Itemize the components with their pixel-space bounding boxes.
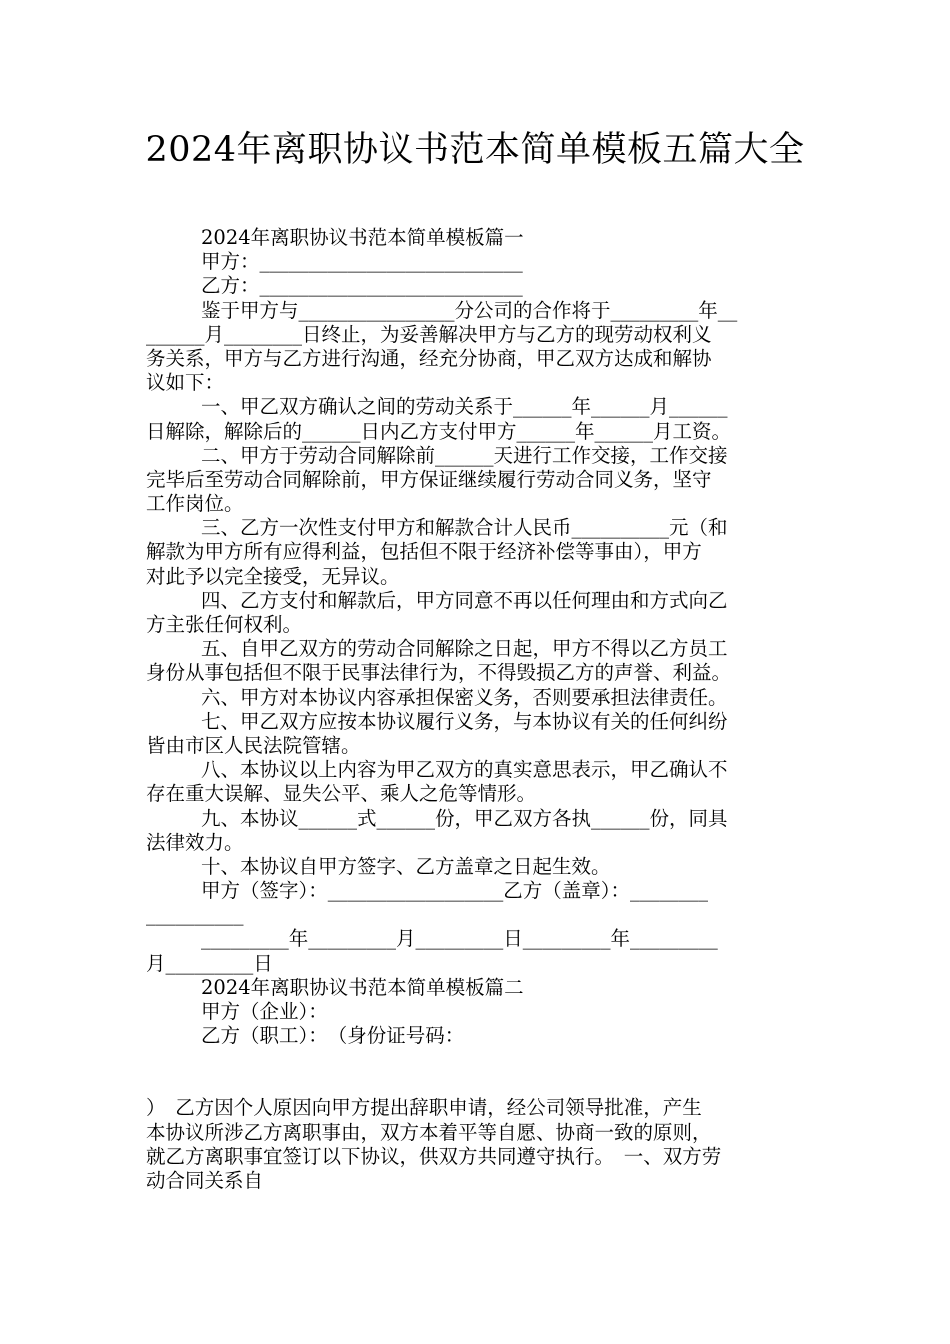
document-line: ） 乙方因个人原因向甲方提出辞职申请，经公司领导批准，产生 — [146, 1096, 702, 1120]
document-line: _________年_________月_________日_________年_________ — [201, 927, 718, 951]
document-line: 鉴于甲方与________________分公司的合作将于_________年__ — [201, 298, 738, 322]
document-line: 身份从事包括但不限于民事法律行为，不得毁损乙方的声誉、利益。 — [146, 661, 732, 685]
document-line: 2024年离职协议书范本简单模板篇一 — [201, 226, 524, 249]
document-line: 工作岗位。 — [146, 492, 244, 516]
document-line: 一、甲乙双方确认之间的劳动关系于______年______月______ — [201, 395, 728, 419]
document-line: 本协议所涉乙方离职事由，双方本着平等自愿、协商一致的原则， — [146, 1120, 712, 1144]
document-line: 完毕后至劳动合同解除前，甲方保证继续履行劳动合同义务，坚守 — [146, 467, 712, 491]
document-line: 七、甲乙双方应按本协议履行义务，与本协议有关的任何纠纷 — [201, 709, 728, 733]
document-line: 乙方：___________________________ — [201, 274, 523, 298]
document-line: 解款为甲方所有应得利益，包括但不限于经济补偿等事由），甲方 — [146, 540, 702, 564]
document-line: ______月________日终止，为妥善解决甲方与乙方的现劳动权利义 — [146, 322, 712, 346]
document-line: 法律效力。 — [146, 830, 244, 854]
document-line: __________ — [146, 903, 244, 927]
document-line: 甲方（企业）： — [201, 1000, 328, 1023]
document-line: 三、乙方一次性支付甲方和解款合计人民币__________元（和 — [201, 516, 728, 540]
document-line: 动合同关系自 — [146, 1168, 264, 1192]
document-line: 五、自甲乙双方的劳动合同解除之日起，甲方不得以乙方员工 — [201, 637, 728, 661]
document-line: 就乙方离职事宜签订以下协议，供双方共同遵守执行。 一、双方劳 — [146, 1144, 722, 1168]
document-line: 八、本协议以上内容为甲乙双方的真实意思表示，甲乙确认不 — [201, 758, 728, 782]
blank-gap — [146, 1048, 808, 1096]
document-line: 务关系，甲方与乙方进行沟通，经充分协商，甲乙双方达成和解协 — [146, 346, 712, 370]
document-line: 六、甲方对本协议内容承担保密义务，否则要承担法律责任。 — [201, 685, 728, 709]
document-line: 二、甲方于劳动合同解除前______天进行工作交接，工作交接 — [201, 443, 728, 467]
document-line: 对此予以完全接受，无异议。 — [146, 564, 400, 588]
document-line: 甲方：___________________________ — [201, 250, 523, 274]
document-line: 乙方（职工）： （身份证号码： — [201, 1024, 465, 1048]
document-line: 甲方（签字）：__________________乙方（盖章）：________ — [201, 879, 709, 903]
document-line: 2024年离职协议书范本简单模板篇二 — [201, 975, 524, 999]
document-line: 方主张任何权利。 — [146, 613, 303, 636]
document-line: 九、本协议______式______份，甲乙双方各执______份，同具 — [201, 806, 728, 830]
document-line: 皆由市区人民法院管辖。 — [146, 733, 361, 757]
document-line: 月_________日 — [146, 951, 273, 975]
document-line: 议如下： — [146, 371, 225, 395]
document-line: 日解除，解除后的______日内乙方支付甲方______年______月工资。 — [146, 419, 732, 443]
document-line: 四、乙方支付和解款后，甲方同意不再以任何理由和方式向乙 — [201, 588, 728, 612]
document-body — [146, 226, 808, 1193]
document-line: 存在重大误解、显失公平、乘人之危等情形。 — [146, 782, 537, 806]
document-line: 十、本协议自甲方签字、乙方盖章之日起生效。 — [201, 854, 611, 878]
document-title: 2024年离职协议书范本简单模板五篇大全 — [145, 130, 805, 170]
